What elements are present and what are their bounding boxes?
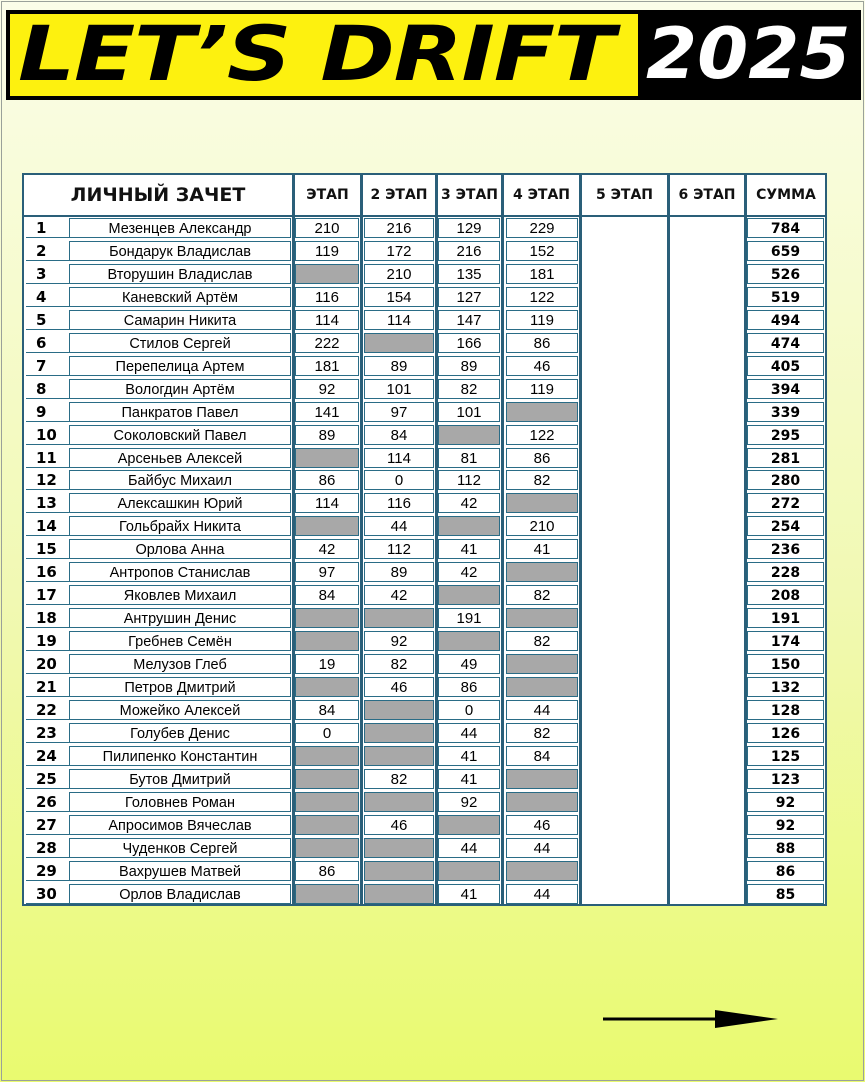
driver-name-cell: Апросимов Вячеслав — [69, 815, 291, 835]
driver-name-cell: Перепелица Артем — [69, 356, 291, 376]
stage-3-cell: 44 — [438, 723, 500, 743]
stage-4-cell: 84 — [506, 746, 578, 766]
stage-1-cell: 42 — [295, 539, 359, 559]
stage-2-cell: 101 — [364, 379, 434, 399]
rank-cell: 19 — [26, 631, 69, 651]
stage-3-cell: 42 — [438, 493, 500, 513]
rank-cell: 3 — [26, 264, 69, 284]
driver-name-cell: Вологдин Артём — [69, 379, 291, 399]
driver-name-cell: Мезенцев Александр — [69, 218, 291, 238]
stage-2-cell — [364, 608, 434, 628]
rank-cell: 8 — [26, 379, 69, 399]
sum-cell: 125 — [747, 746, 824, 766]
stage-4-cell: 119 — [506, 310, 578, 330]
stage-2-cell — [364, 792, 434, 812]
driver-name-cell: Голубев Денис — [69, 723, 291, 743]
rank-cell: 23 — [26, 723, 69, 743]
stage-2-cell: 46 — [364, 677, 434, 697]
stage-3-cell — [438, 861, 500, 881]
stage-1-cell: 114 — [295, 493, 359, 513]
stage-3-cell: 41 — [438, 539, 500, 559]
stage-1-cell: 92 — [295, 379, 359, 399]
banner-title: LET’S DRIFT — [18, 9, 614, 98]
driver-name-cell: Яковлев Михаил — [69, 585, 291, 605]
sum-cell: 123 — [747, 769, 824, 789]
rank-cell: 4 — [26, 287, 69, 307]
stage-2-cell: 82 — [364, 769, 434, 789]
rank-cell: 18 — [26, 608, 69, 628]
stage-4-cell: 82 — [506, 631, 578, 651]
stage-1-cell: 222 — [295, 333, 359, 353]
stage-1-cell — [295, 264, 359, 284]
stage-4-cell — [506, 792, 578, 812]
stage-2-cell: 92 — [364, 631, 434, 651]
sum-cell: 474 — [747, 333, 824, 353]
stage-3-cell — [438, 425, 500, 445]
driver-name-cell: Бондарук Владислав — [69, 241, 291, 261]
sum-cell: 174 — [747, 631, 824, 651]
rank-cell: 20 — [26, 654, 69, 674]
sum-cell: 132 — [747, 677, 824, 697]
column-divider — [501, 175, 504, 904]
stage-1-cell: 210 — [295, 218, 359, 238]
sum-cell: 92 — [747, 792, 824, 812]
header-title: ЛИЧНЫЙ ЗАЧЕТ — [70, 184, 246, 206]
driver-name-cell: Чуденков Сергей — [69, 838, 291, 858]
stage-1-cell — [295, 815, 359, 835]
stage-3-cell: 216 — [438, 241, 500, 261]
stage-4-cell: 86 — [506, 448, 578, 468]
stage-2-cell: 89 — [364, 356, 434, 376]
stage-3-cell: 86 — [438, 677, 500, 697]
rank-cell: 7 — [26, 356, 69, 376]
column-divider — [579, 175, 582, 904]
driver-name-cell: Орлов Владислав — [69, 884, 291, 904]
sum-cell: 85 — [747, 884, 824, 904]
header-stage-2: 2 ЭТАП — [370, 187, 428, 203]
stage-2-cell — [364, 884, 434, 904]
header-sum: СУММА — [756, 187, 816, 203]
stage-1-cell: 114 — [295, 310, 359, 330]
driver-name-cell: Алексашкин Юрий — [69, 493, 291, 513]
stage-1-cell: 116 — [295, 287, 359, 307]
banner — [6, 10, 861, 100]
stage-4-cell: 41 — [506, 539, 578, 559]
sum-cell: 272 — [747, 493, 824, 513]
stage-1-cell — [295, 448, 359, 468]
sum-cell: 339 — [747, 402, 824, 422]
stage-3-cell: 41 — [438, 746, 500, 766]
sum-cell: 191 — [747, 608, 824, 628]
stage-4-cell — [506, 769, 578, 789]
stage-3-cell: 44 — [438, 838, 500, 858]
stage-1-cell: 86 — [295, 861, 359, 881]
sum-cell: 659 — [747, 241, 824, 261]
stage-4-cell — [506, 861, 578, 881]
stage-4-cell: 122 — [506, 287, 578, 307]
rank-cell: 26 — [26, 792, 69, 812]
stage-2-cell — [364, 746, 434, 766]
stage-2-cell: 84 — [364, 425, 434, 445]
stage-3-cell: 191 — [438, 608, 500, 628]
driver-name-cell: Пилипенко Константин — [69, 746, 291, 766]
driver-name-cell: Бутов Дмитрий — [69, 769, 291, 789]
rank-cell: 29 — [26, 861, 69, 881]
stage-2-cell: 172 — [364, 241, 434, 261]
driver-name-cell: Стилов Сергей — [69, 333, 291, 353]
rank-cell: 27 — [26, 815, 69, 835]
stage-4-cell — [506, 654, 578, 674]
stage-3-cell — [438, 631, 500, 651]
stage-2-cell: 114 — [364, 310, 434, 330]
stage-4-cell: 181 — [506, 264, 578, 284]
stage-1-cell: 181 — [295, 356, 359, 376]
stage-3-cell — [438, 585, 500, 605]
stage-3-cell: 127 — [438, 287, 500, 307]
stage-3-cell — [438, 815, 500, 835]
sum-cell: 126 — [747, 723, 824, 743]
stage-1-cell: 86 — [295, 470, 359, 490]
stage-1-cell — [295, 746, 359, 766]
driver-name-cell: Антрушин Денис — [69, 608, 291, 628]
standings-table — [22, 173, 827, 906]
sum-cell: 394 — [747, 379, 824, 399]
rank-cell: 6 — [26, 333, 69, 353]
stage-2-cell: 89 — [364, 562, 434, 582]
stage-4-cell — [506, 493, 578, 513]
stage-3-cell: 112 — [438, 470, 500, 490]
driver-name-cell: Панкратов Павел — [69, 402, 291, 422]
driver-name-cell: Орлова Анна — [69, 539, 291, 559]
sum-cell: 405 — [747, 356, 824, 376]
stage-2-cell: 210 — [364, 264, 434, 284]
driver-name-cell: Можейко Алексей — [69, 700, 291, 720]
sum-cell: 150 — [747, 654, 824, 674]
driver-name-cell: Соколовский Павел — [69, 425, 291, 445]
stage-3-cell: 147 — [438, 310, 500, 330]
sum-cell: 208 — [747, 585, 824, 605]
stage-1-cell — [295, 516, 359, 536]
header-stage-6: 6 ЭТАП — [678, 187, 736, 203]
stage-1-cell: 119 — [295, 241, 359, 261]
sum-cell: 280 — [747, 470, 824, 490]
stage-2-cell: 82 — [364, 654, 434, 674]
rank-cell: 24 — [26, 746, 69, 766]
stage-4-cell: 229 — [506, 218, 578, 238]
stage-4-cell — [506, 677, 578, 697]
driver-name-cell: Петров Дмитрий — [69, 677, 291, 697]
stage-1-cell: 97 — [295, 562, 359, 582]
rank-cell: 2 — [26, 241, 69, 261]
rank-cell: 11 — [26, 448, 69, 468]
stage-4-cell — [506, 608, 578, 628]
stage-3-cell: 92 — [438, 792, 500, 812]
stage-4-cell: 46 — [506, 815, 578, 835]
driver-name-cell: Гольбрайх Никита — [69, 516, 291, 536]
rank-cell: 17 — [26, 585, 69, 605]
banner-year: 2025 — [646, 13, 851, 95]
stage-1-cell — [295, 677, 359, 697]
stage-4-cell: 152 — [506, 241, 578, 261]
stage-2-cell — [364, 333, 434, 353]
sum-cell: 254 — [747, 516, 824, 536]
stage-3-cell: 49 — [438, 654, 500, 674]
stage-4-cell: 82 — [506, 585, 578, 605]
driver-name-cell: Мелузов Глеб — [69, 654, 291, 674]
driver-name-cell: Антропов Станислав — [69, 562, 291, 582]
rank-cell: 21 — [26, 677, 69, 697]
sum-cell: 92 — [747, 815, 824, 835]
rank-cell: 13 — [26, 493, 69, 513]
stage-4-cell: 44 — [506, 700, 578, 720]
driver-name-cell: Арсеньев Алексей — [69, 448, 291, 468]
stage-3-cell: 101 — [438, 402, 500, 422]
stage-1-cell: 141 — [295, 402, 359, 422]
stage-4-cell: 46 — [506, 356, 578, 376]
column-divider — [360, 175, 363, 904]
stage-3-cell: 81 — [438, 448, 500, 468]
header-divider — [24, 215, 825, 217]
column-divider — [667, 175, 670, 904]
stage-2-cell: 97 — [364, 402, 434, 422]
stage-2-cell: 42 — [364, 585, 434, 605]
sum-cell: 86 — [747, 861, 824, 881]
stage-4-cell — [506, 402, 578, 422]
driver-name-cell: Каневский Артём — [69, 287, 291, 307]
stage-4-cell: 210 — [506, 516, 578, 536]
stage-2-cell — [364, 700, 434, 720]
sum-cell: 295 — [747, 425, 824, 445]
rank-cell: 16 — [26, 562, 69, 582]
header-stage-4: 4 ЭТАП — [513, 187, 570, 203]
stage-2-cell: 114 — [364, 448, 434, 468]
stage-4-cell: 119 — [506, 379, 578, 399]
driver-name-cell: Головнев Роман — [69, 792, 291, 812]
stage-1-cell — [295, 631, 359, 651]
stage-1-cell — [295, 608, 359, 628]
header-stage-5: 5 ЭТАП — [596, 187, 653, 203]
stage-1-cell: 19 — [295, 654, 359, 674]
stage-2-cell: 112 — [364, 539, 434, 559]
sum-cell: 784 — [747, 218, 824, 238]
arrow-right-icon — [603, 1009, 778, 1029]
stage-1-cell: 84 — [295, 700, 359, 720]
stage-4-cell: 82 — [506, 470, 578, 490]
sum-cell: 228 — [747, 562, 824, 582]
sum-cell: 236 — [747, 539, 824, 559]
sum-cell: 494 — [747, 310, 824, 330]
stage-3-cell: 135 — [438, 264, 500, 284]
stage-2-cell — [364, 723, 434, 743]
sum-cell: 519 — [747, 287, 824, 307]
stage-1-cell — [295, 838, 359, 858]
driver-name-cell: Вторушин Владислав — [69, 264, 291, 284]
sum-cell: 88 — [747, 838, 824, 858]
stage-4-cell: 82 — [506, 723, 578, 743]
header-stage-3: 3 ЭТАП — [441, 187, 498, 203]
rank-cell: 28 — [26, 838, 69, 858]
stage-4-cell: 122 — [506, 425, 578, 445]
stage-1-cell — [295, 884, 359, 904]
sum-cell: 281 — [747, 448, 824, 468]
stage-2-cell: 116 — [364, 493, 434, 513]
rank-cell: 9 — [26, 402, 69, 422]
rank-cell: 10 — [26, 425, 69, 445]
sum-cell: 526 — [747, 264, 824, 284]
stage-2-cell: 44 — [364, 516, 434, 536]
stage-3-cell: 129 — [438, 218, 500, 238]
rank-cell: 14 — [26, 516, 69, 536]
stage-3-cell: 166 — [438, 333, 500, 353]
stage-1-cell — [295, 792, 359, 812]
driver-name-cell: Вахрушев Матвей — [69, 861, 291, 881]
stage-4-cell: 44 — [506, 884, 578, 904]
stage-2-cell — [364, 838, 434, 858]
driver-name-cell: Гребнев Семён — [69, 631, 291, 651]
rank-cell: 15 — [26, 539, 69, 559]
stage-2-cell: 216 — [364, 218, 434, 238]
stage-3-cell: 42 — [438, 562, 500, 582]
stage-1-cell: 89 — [295, 425, 359, 445]
stage-3-cell: 89 — [438, 356, 500, 376]
rank-cell: 1 — [26, 218, 69, 238]
stage-3-cell: 41 — [438, 769, 500, 789]
stage-2-cell: 46 — [364, 815, 434, 835]
driver-name-cell: Самарин Никита — [69, 310, 291, 330]
sum-cell: 128 — [747, 700, 824, 720]
stage-2-cell: 154 — [364, 287, 434, 307]
stage-1-cell — [295, 769, 359, 789]
stage-3-cell: 41 — [438, 884, 500, 904]
rank-cell: 5 — [26, 310, 69, 330]
stage-4-cell — [506, 562, 578, 582]
rank-cell: 30 — [26, 884, 69, 904]
stage-3-cell: 82 — [438, 379, 500, 399]
rank-cell: 12 — [26, 470, 69, 490]
rank-cell: 22 — [26, 700, 69, 720]
stage-3-cell — [438, 516, 500, 536]
stage-2-cell — [364, 861, 434, 881]
stage-3-cell: 0 — [438, 700, 500, 720]
stage-4-cell: 44 — [506, 838, 578, 858]
header-stage-1: ЭТАП — [306, 187, 349, 203]
stage-1-cell: 0 — [295, 723, 359, 743]
rank-cell: 25 — [26, 769, 69, 789]
stage-4-cell: 86 — [506, 333, 578, 353]
driver-name-cell: Байбус Михаил — [69, 470, 291, 490]
stage-2-cell: 0 — [364, 470, 434, 490]
stage-1-cell: 84 — [295, 585, 359, 605]
